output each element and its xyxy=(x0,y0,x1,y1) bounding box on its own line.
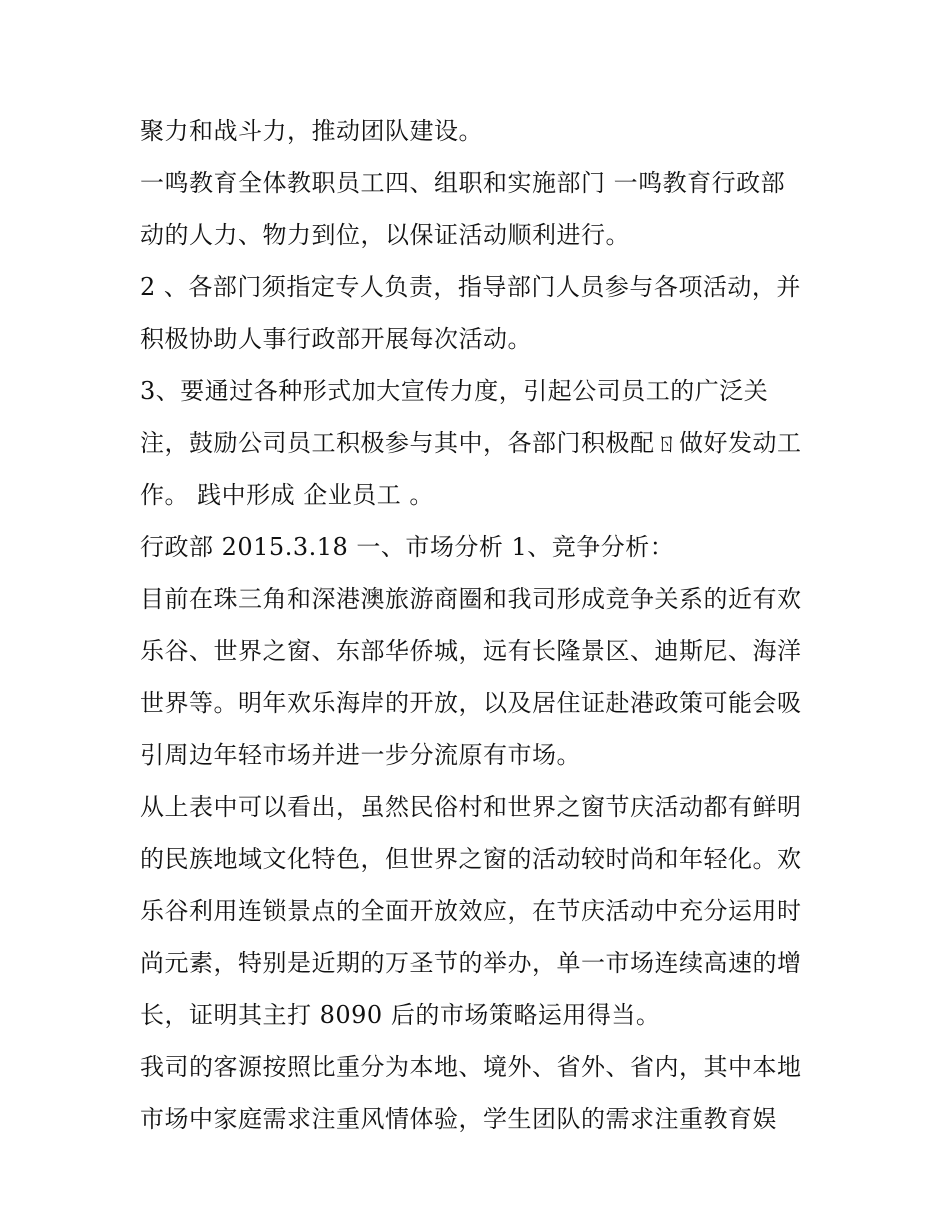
text-line: 尚元素，特别是近期的万圣节的举办，单一市场连续高速的增 xyxy=(140,949,802,977)
text-line: 2 、各部门须指定专人负责，指导部门人员参与各项活动，并 xyxy=(140,273,801,301)
text-line: 作。 践中形成 企业员工 。 xyxy=(140,481,434,509)
document-body xyxy=(140,105,820,1145)
text-line: 3、要通过各种形式加大宣传力度，引起公司员工的广泛关 xyxy=(140,377,769,405)
text-line: 引周边年轻市场并进一步分流原有市场。 xyxy=(140,741,581,769)
text-line: 积极协助人事行政部开展每次活动。 xyxy=(140,325,532,353)
text-line: 行政部 2015.3.18 一、市场分析 1、竞争分析： xyxy=(140,533,675,561)
text-line: 从上表中可以看出，虽然民俗村和世界之窗节庆活动都有鲜明 xyxy=(140,793,802,821)
text-line: 的民族地域文化特色，但世界之窗的活动较时尚和年轻化。欢 xyxy=(140,845,802,873)
text-line: 世界等。明年欢乐海岸的开放，以及居住证赴港政策可能会吸 xyxy=(140,689,802,717)
text-line: 乐谷利用连锁景点的全面开放效应，在节庆活动中充分运用时 xyxy=(140,897,802,925)
text-line: 市场中家庭需求注重风情体验，学生团队的需求注重教育娱 xyxy=(140,1105,777,1133)
text-line: 一鸣教育全体教职员工四、组职和实施部门 一鸣教育行政部 xyxy=(140,169,786,197)
text-line: 乐谷、世界之窗、东部华侨城，远有长隆景区、迪斯尼、海洋 xyxy=(140,637,802,665)
text-line: 聚力和战斗力，推动团队建设。 xyxy=(140,117,483,145)
text-line: 我司的客源按照比重分为本地、境外、省外、省内，其中本地 xyxy=(140,1053,802,1081)
text-line: 长，证明其主打 8090 后的市场策略运用得当。 xyxy=(140,1001,661,1029)
text-line: 目前在珠三角和深港澳旅游商圈和我司形成竞争关系的近有欢 xyxy=(140,585,802,613)
text-line: 动的人力、物力到位，以保证活动顺利进行。 xyxy=(140,221,630,249)
text-line: 注，鼓励公司员工积极参与其中，各部门积极配ㄖ做好发动工 xyxy=(140,429,802,457)
